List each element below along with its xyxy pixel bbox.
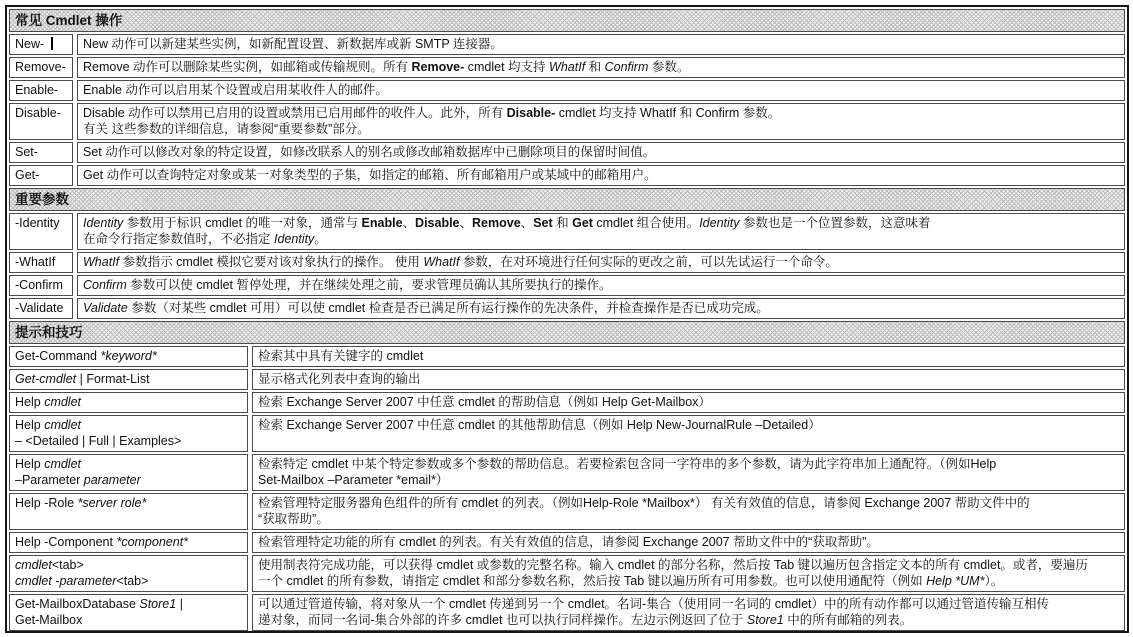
text-segment: 检索 Exchange Server 2007 中任意 cmdlet 的其他帮助信息（例如 Help New-JournalRule –Detailed） (258, 418, 821, 432)
term-cell (9, 493, 248, 530)
text-segment: Get (572, 216, 593, 230)
text-segment: – <Detailed | Full | Examples> (15, 434, 182, 448)
text-segment: Help (15, 395, 45, 409)
text-segment: 、 (402, 216, 416, 230)
desc-cell (77, 298, 1125, 319)
text-segment: 。 (314, 232, 327, 246)
term-cell (9, 532, 248, 553)
text-segment: New- (15, 37, 45, 51)
desc-cell (77, 80, 1125, 101)
text-segment: Validate (83, 301, 128, 315)
text-segment: Disable (415, 216, 460, 230)
text-segment: 参数。 (648, 60, 690, 74)
text-segment: Enable (361, 216, 403, 230)
text-segment: Remove (472, 216, 521, 230)
text-segment: Enable- (15, 83, 59, 97)
desc-cell (77, 165, 1125, 186)
desc-cell (77, 213, 1125, 250)
text-segment: WhatIf (549, 60, 586, 74)
text-segment: 显示格式化列表中查询的输出 (258, 372, 421, 386)
text-segment: 检索管理特定服务器角色组件的所有 cmdlet 的列表。（例如Help-Role *Mailbox*） 有关有效值的信息，请参阅 Exchange 2007 帮助文件中的 (258, 496, 1030, 510)
term-cell (9, 142, 73, 163)
text-segment: Get 动作可以查询特定对象或某一对象类型的子集，如指定的邮箱、所有邮箱用户或某域中的邮箱用户。 (83, 168, 657, 182)
text-segment: Confirm (604, 60, 649, 74)
text-segment: 参数用于标识 cmdlet 的唯一对象，通常与 (123, 216, 362, 230)
desc-cell (252, 392, 1125, 413)
table-row (9, 298, 1125, 319)
text-segment: Get- (15, 168, 40, 182)
text-segment: parameter (83, 473, 141, 487)
text-segment: Help -Component (15, 535, 117, 549)
text-segment: 、 (459, 216, 473, 230)
text-segment: WhatIf (83, 255, 120, 269)
cmdlet-reference-table (5, 5, 1129, 633)
text-segment: *keyword* (100, 349, 157, 363)
text-segment: 一个 cmdlet 的所有参数，请指定 cmdlet 和部分参数名称，然后按 Tab 键以遍历所有可用参数。也可以使用通配符（例如 (258, 574, 927, 588)
term-cell (9, 34, 73, 55)
text-segment: 使用制表符完成功能，可以获得 cmdlet 或参数的完整名称。输入 cmdlet 的部分名称，然后按 Tab 键以遍历包含指定文本的所有 cmdlet。或者，要遍历 (258, 558, 1088, 572)
section-1-header: 重要参数 (9, 188, 1125, 211)
table-row (9, 142, 1125, 163)
text-segment: cmdlet 均支持 WhatIf 和 Confirm 参数。 (555, 106, 781, 120)
table-row (9, 252, 1125, 273)
text-segment: 检索特定 cmdlet 中某个特定参数或多个参数的帮助信息。若要检索包含同一字符串的多个参数，请为此字符串加上通配符。（例如Help (258, 457, 997, 471)
text-segment: Identity (699, 216, 740, 230)
text-segment: Enable 动作可以启用某个设置或启用某收件人的邮件。 (83, 83, 388, 97)
table-row (9, 493, 1125, 530)
text-segment: Disable- (506, 106, 556, 120)
text-segment: 中的所有邮箱的列表。 (783, 613, 913, 627)
text-segment: 检索 Exchange Server 2007 中任意 cmdlet 的帮助信息（例如 Help Get-Mailbox） (258, 395, 711, 409)
text-segment: Remove- (15, 60, 66, 74)
text-segment: 有关 这些参数的详细信息，请参阅“重要参数”部分。 (83, 122, 370, 136)
text-segment: Identity (273, 232, 315, 246)
text-segment: 可以通过管道传输，将对象从一个 cmdlet 传递到另一个 cmdlet。名词-集合（使用同一名词的 cmdlet）中的所有动作都可以通过管道传输互相传 (258, 597, 1050, 611)
table-row (9, 57, 1125, 78)
desc-cell (77, 275, 1125, 296)
text-segment: <tab> (51, 558, 84, 572)
term-cell (9, 165, 73, 186)
text-segment: Get-Command (15, 349, 101, 363)
text-segment: Set- (15, 145, 38, 159)
text-segment: <tab> (116, 574, 149, 588)
table-row (9, 275, 1125, 296)
text-segment: Help (15, 457, 45, 471)
text-segment: Help (15, 418, 45, 432)
text-segment: Set-Mailbox –Parameter *email*） (258, 473, 449, 487)
text-segment: Get-MailboxDatabase (15, 597, 140, 611)
text-segment: *server role* (77, 496, 147, 510)
table-row (9, 532, 1125, 553)
text-segment: Get-Mailbox (15, 613, 83, 627)
desc-cell (252, 369, 1125, 390)
text-segment: 参数可以使 cmdlet 暂停处理，并在继续处理之前，要求管理员确认其所要执行的操作。 (126, 278, 612, 292)
desc-cell (252, 493, 1125, 530)
desc-cell (252, 454, 1125, 491)
text-segment: cmdlet 组合使用。 (592, 216, 700, 230)
table-row (9, 346, 1125, 367)
text-segment: Set (533, 216, 553, 230)
text-segment: -WhatIf (15, 255, 56, 269)
text-segment: 和 (552, 216, 573, 230)
text-segment: 参数（对某些 cmdlet 可用）可以使 cmdlet 检查是否已满足所有运行操作的先决条件，并检查操作是否已成功完成。 (127, 301, 769, 315)
desc-cell (77, 103, 1125, 140)
table-row (9, 594, 1125, 631)
text-segment: -Confirm (15, 278, 63, 292)
text-segment: cmdlet (44, 457, 82, 471)
text-segment: cmdlet -parameter (15, 574, 117, 588)
table-row (9, 555, 1125, 592)
text-segment: | Format-List (76, 372, 150, 386)
text-segment: 、 (520, 216, 534, 230)
text-segment: -Validate (15, 301, 64, 315)
term-cell (9, 594, 248, 631)
text-segment: 参数指示 cmdlet 模拟它要对该对象执行的操作。 使用 (119, 255, 424, 269)
term-cell (9, 80, 73, 101)
table-row (9, 103, 1125, 140)
text-segment: 递对象，而同一名词-集合外部的许多 cmdlet 也可以执行同样操作。左边示例返回了位于 (258, 613, 747, 627)
desc-cell (252, 346, 1125, 367)
desc-cell (77, 57, 1125, 78)
text-cursor (51, 37, 53, 50)
term-cell (9, 298, 73, 319)
table-row (9, 454, 1125, 491)
term-cell (9, 369, 248, 390)
term-cell (9, 252, 73, 273)
text-segment: 检索其中具有关键字的 cmdlet (258, 349, 424, 363)
term-cell (9, 415, 248, 452)
text-segment: Store1 (746, 613, 784, 627)
desc-cell (77, 142, 1125, 163)
text-segment: Disable- (15, 106, 61, 120)
text-segment: Disable 动作可以禁用已启用的设置或禁用已启用邮件的收件人。此外，所有 (83, 106, 507, 120)
term-cell (9, 103, 73, 140)
text-segment: 参数也是一个位置参数，这意味着 (739, 216, 931, 230)
text-segment: ）。 (984, 574, 1004, 588)
table-row (9, 392, 1125, 413)
text-segment: *component* (116, 535, 189, 549)
desc-cell (252, 594, 1125, 631)
text-segment: Help *UM* (926, 574, 985, 588)
term-cell (9, 555, 248, 592)
text-segment: cmdlet 均支持 (464, 60, 550, 74)
text-segment: Set 动作可以修改对象的特定设置，如修改联系人的别名或修改邮箱数据库中已删除项目的保留时间值。 (83, 145, 656, 159)
text-segment: Store1 (139, 597, 177, 611)
text-segment: 检索管理特定功能的所有 cmdlet 的列表。有关有效值的信息，请参阅 Exchange 2007 帮助文件中的“获取帮助”。 (258, 535, 879, 549)
table-row (9, 34, 1125, 55)
desc-cell (252, 555, 1125, 592)
text-segment: Remove 动作可以删除某些实例，如邮箱或传输规则。所有 (83, 60, 412, 74)
table-row (9, 213, 1125, 250)
text-segment: cmdlet (44, 395, 82, 409)
term-cell (9, 346, 248, 367)
text-segment: “获取帮助”。 (258, 512, 329, 526)
text-segment: cmdlet (15, 558, 52, 572)
desc-cell (252, 532, 1125, 553)
text-segment: 在命令行指定参数值时，不必指定 (83, 232, 274, 246)
text-segment: Help -Role (15, 496, 78, 510)
section-2-header: 提示和技巧 (9, 321, 1125, 344)
table-row (9, 369, 1125, 390)
desc-cell (252, 415, 1125, 452)
text-segment: Get-cmdlet (15, 372, 77, 386)
desc-cell (77, 34, 1125, 55)
desc-cell (77, 252, 1125, 273)
term-cell (9, 454, 248, 491)
text-segment: Confirm (83, 278, 127, 292)
term-cell (9, 57, 73, 78)
text-segment: Remove- (411, 60, 465, 74)
text-segment: 参数，在对环境进行任何实际的更改之前，可以先试运行一个命令。 (459, 255, 838, 269)
table-row (9, 165, 1125, 186)
text-segment: cmdlet (44, 418, 82, 432)
text-segment: 和 (585, 60, 605, 74)
table-row (9, 415, 1125, 452)
text-segment: | (176, 597, 183, 611)
term-cell (9, 275, 73, 296)
term-cell (9, 213, 73, 250)
term-cell (9, 392, 248, 413)
table-row (9, 80, 1125, 101)
text-segment: WhatIf (423, 255, 460, 269)
text-segment: –Parameter (15, 473, 84, 487)
text-segment: -Identity (15, 216, 60, 230)
section-0-header: 常见 Cmdlet 操作 (9, 9, 1125, 32)
text-segment: New 动作可以新建某些实例，如新配置设置、新数据库或新 SMTP 连接器。 (83, 37, 503, 51)
text-segment: Identity (83, 216, 124, 230)
